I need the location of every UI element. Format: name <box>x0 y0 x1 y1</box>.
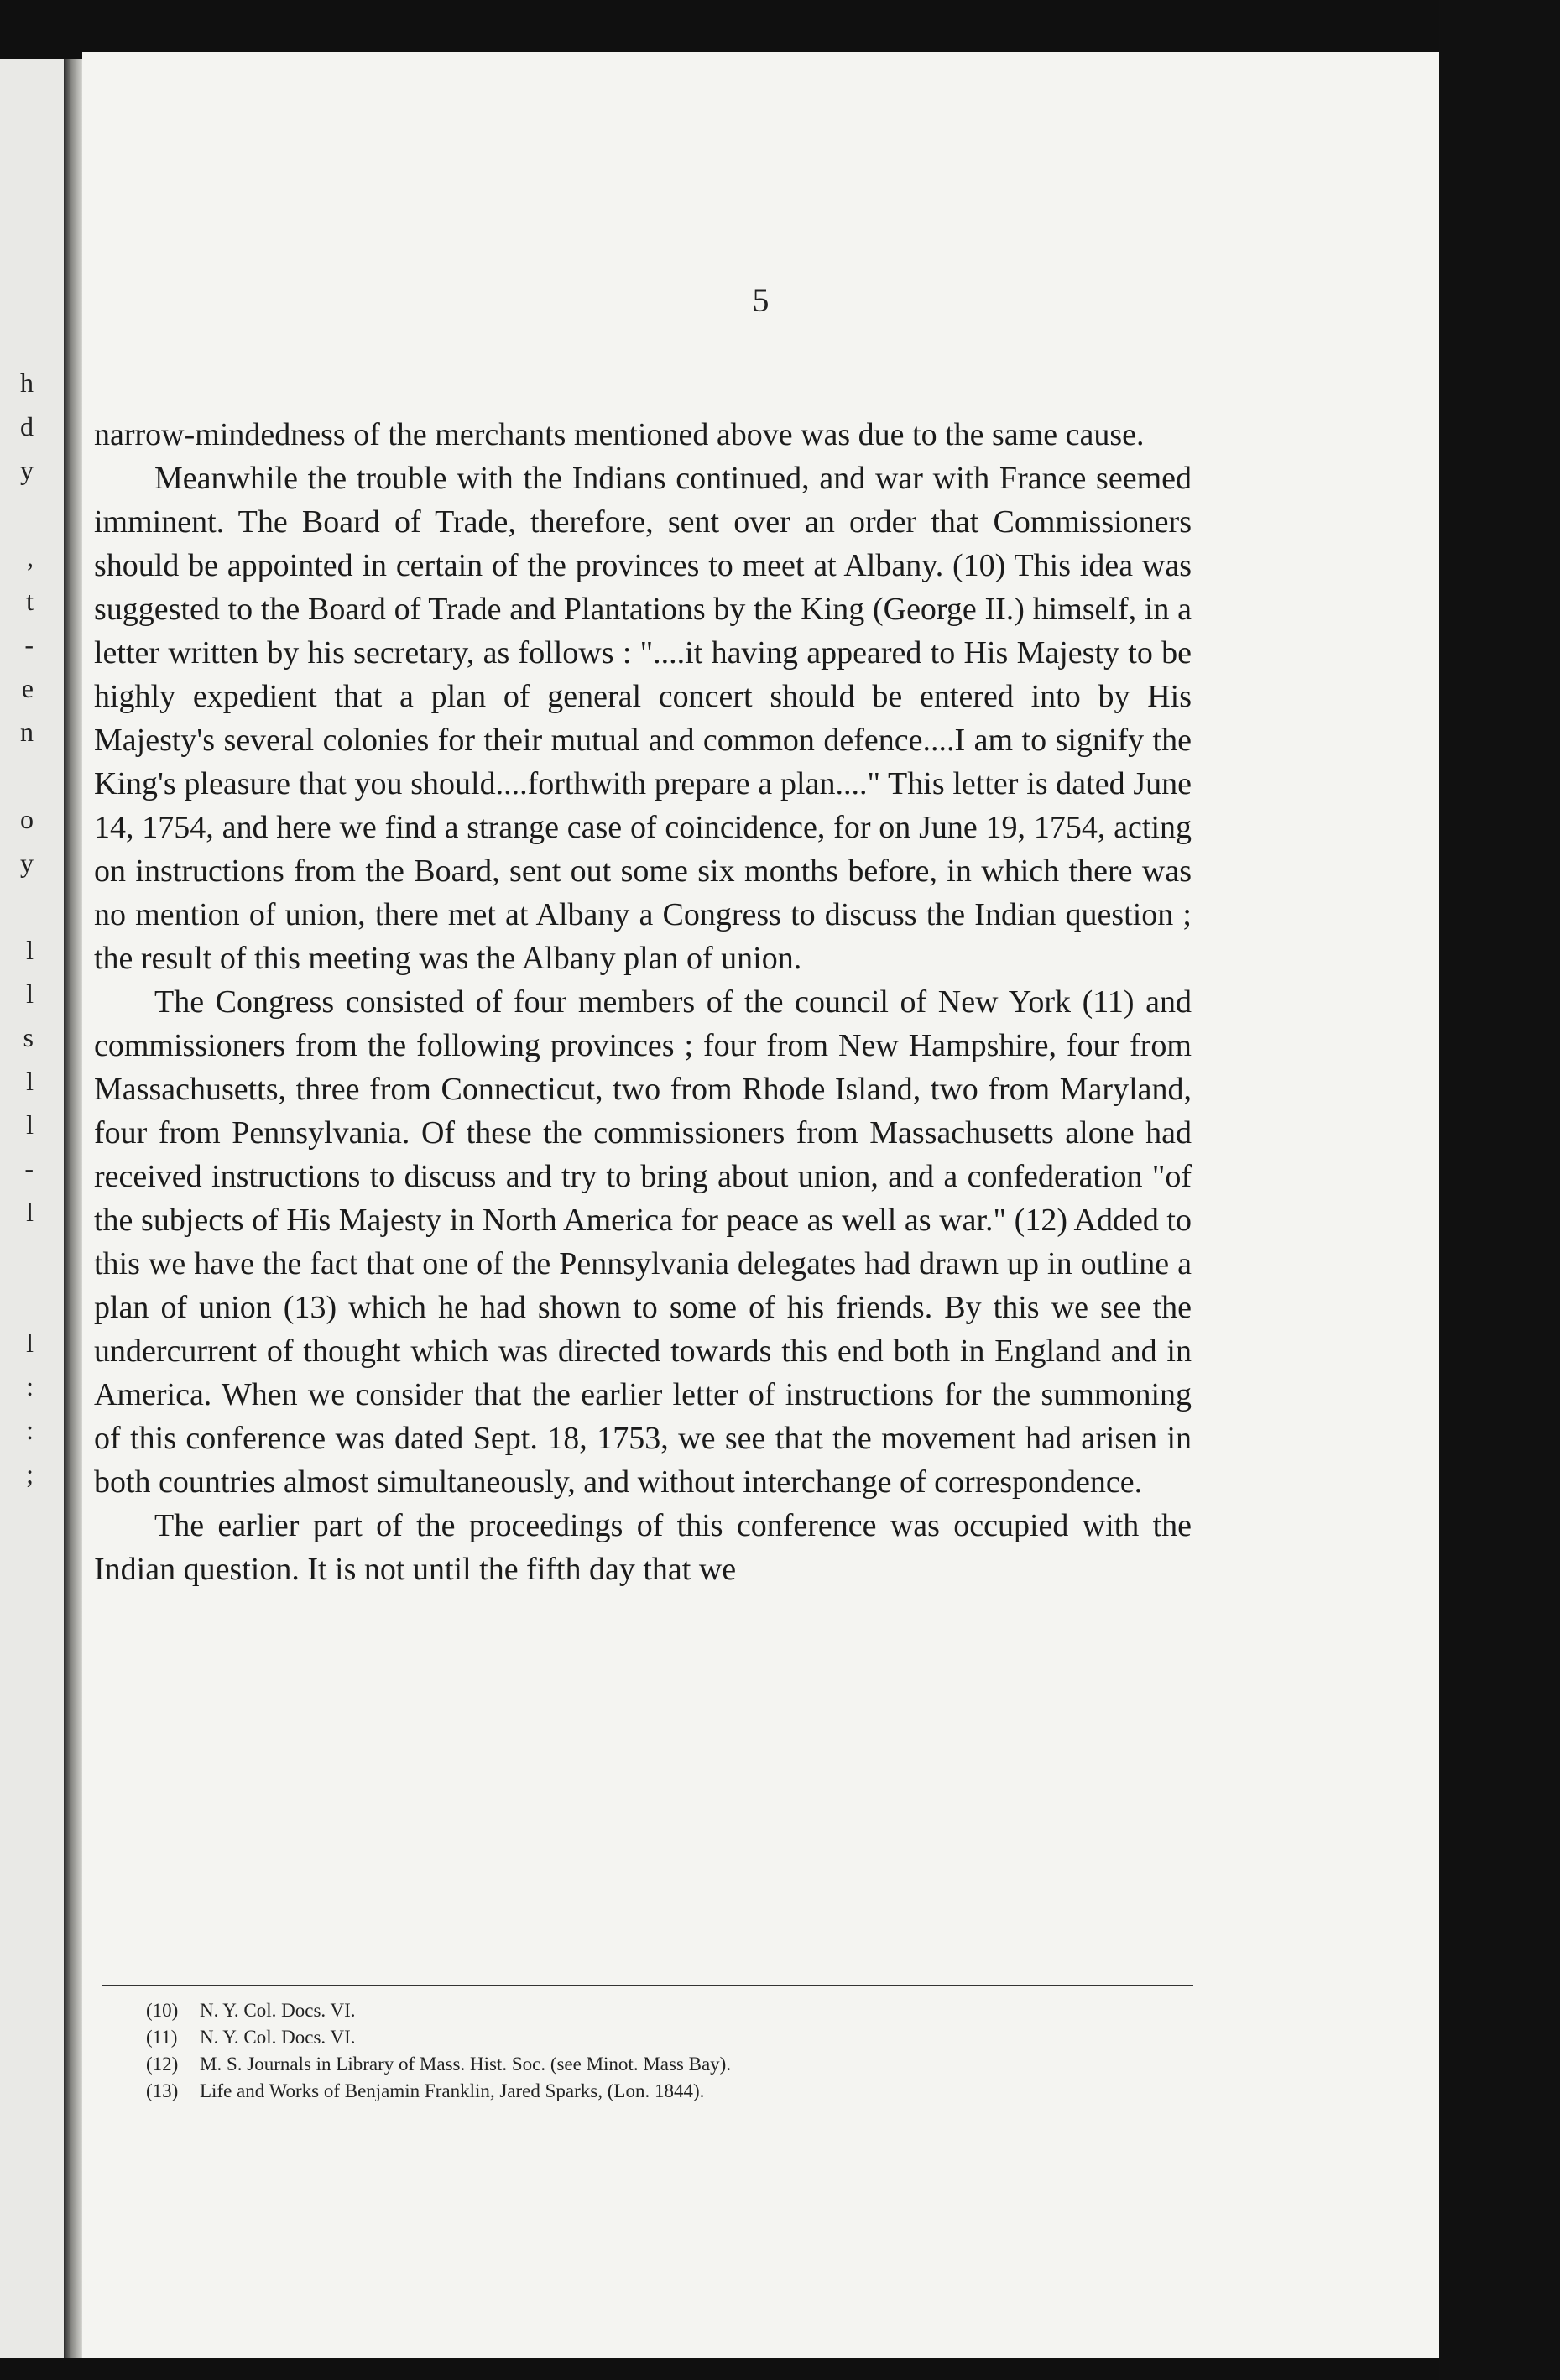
page-number: 5 <box>752 281 770 319</box>
footnote-text: N. Y. Col. Docs. VI. <box>200 2000 356 2021</box>
footnote-number: (10) <box>146 2000 179 2021</box>
margin-char: ; <box>26 1459 34 1489</box>
footnote-text: N. Y. Col. Docs. VI. <box>200 2027 356 2048</box>
margin-char: t <box>26 586 34 616</box>
margin-char: h <box>20 368 34 398</box>
margin-char: e <box>21 673 34 703</box>
margin-char: , <box>27 542 34 572</box>
book-page <box>82 52 1439 2358</box>
margin-char: y <box>20 848 34 878</box>
margin-char: - <box>24 1153 34 1183</box>
footnotes <box>146 1997 1187 2105</box>
footnote-number: (11) <box>146 2027 178 2048</box>
footnote-number: (13) <box>146 2080 179 2101</box>
margin-char <box>0 1234 34 1277</box>
scan-background <box>1439 0 1560 2380</box>
paragraph: narrow-mindedness of the merchants mentioned above was due to the same cause. <box>94 417 1145 452</box>
margin-char: d <box>20 411 34 441</box>
footnote <box>146 2024 1187 2051</box>
adjacent-page-margin-text <box>0 361 34 1495</box>
body-text <box>94 413 1192 1591</box>
margin-char: l <box>26 1197 34 1227</box>
footnote <box>146 2078 1187 2105</box>
margin-char: o <box>20 804 34 834</box>
margin-char: l <box>26 979 34 1009</box>
margin-char: - <box>24 629 34 660</box>
paragraph: The Congress consisted of four members of the council of New York (11) and commissioners from the following provinces ; four from New Hampshire, four from Massachusetts, three from Connecticut, two from Rhode Island, two from Maryland, four from Pennsylvania. Of these the commissioners from Massachusetts alone had received instructions to discuss and try to bring about union, and a confederation "of the subjects of His Majesty in North America for peace as well as war." (12) Added to this we have the fact that one of the Pennsylvania delegates had drawn up in outline a plan of union (13) which he had shown to some of his friends. By this we see the undercurrent of thought which was directed towards this end both in England and in America. When we consider that the earlier letter of instructions for the summoning of this conference was dated Sept. 18, 1753, we see that the movement had arisen in both countries almost simultaneously, and without interchange of correspondence. <box>94 984 1192 1500</box>
margin-char: l <box>26 935 34 965</box>
margin-char: l <box>26 1109 34 1140</box>
margin-char <box>0 492 34 535</box>
margin-char <box>0 754 34 797</box>
footnote <box>146 1997 1187 2024</box>
margin-char <box>0 885 34 928</box>
margin-char: l <box>26 1328 34 1358</box>
footnote-divider <box>102 1985 1193 1986</box>
paragraph: Meanwhile the trouble with the Indians continued, and war with France seemed imminent. The Board of Trade, therefore, sent over an order that Commissioners should be appointed in certain of the provinces to meet at Albany. (10) This idea was suggested to the Board of Trade and Plantations by the King (George II.) himself, in a letter written by his secretary, as follows : "....it having appeared to His Majesty to be highly expedient that a plan of general concert should be entered into by His Majesty's several colonies for their mutual and common defence....I am to signify the King's pleasure that you should....forthwith prepare a plan...." This letter is dated June 14, 1754, and here we find a strange case of coincidence, for on June 19, 1754, acting on instructions from the Board, sent out some six months before, in which there was no mention of union, there met at Albany a Congress to discuss the Indian question ; the result of this meeting was the Albany plan of union. <box>94 461 1192 976</box>
margin-char: y <box>20 455 34 485</box>
footnote <box>146 2051 1187 2078</box>
margin-char: l <box>26 1066 34 1096</box>
margin-char: : <box>26 1415 34 1445</box>
footnote-number: (12) <box>146 2054 179 2075</box>
footnote-text: Life and Works of Benjamin Franklin, Jared Sparks, (Lon. 1844). <box>200 2080 705 2101</box>
paragraph: The earlier part of the proceedings of this conference was occupied with the Indian question. It is not until the fifth day that we <box>94 1508 1192 1587</box>
margin-char: n <box>20 717 34 747</box>
footnote-text: M. S. Journals in Library of Mass. Hist. Soc. (see Minot. Mass Bay). <box>200 2054 732 2075</box>
margin-char: s <box>23 1022 34 1052</box>
margin-char <box>0 1277 34 1321</box>
margin-char: : <box>26 1371 34 1401</box>
